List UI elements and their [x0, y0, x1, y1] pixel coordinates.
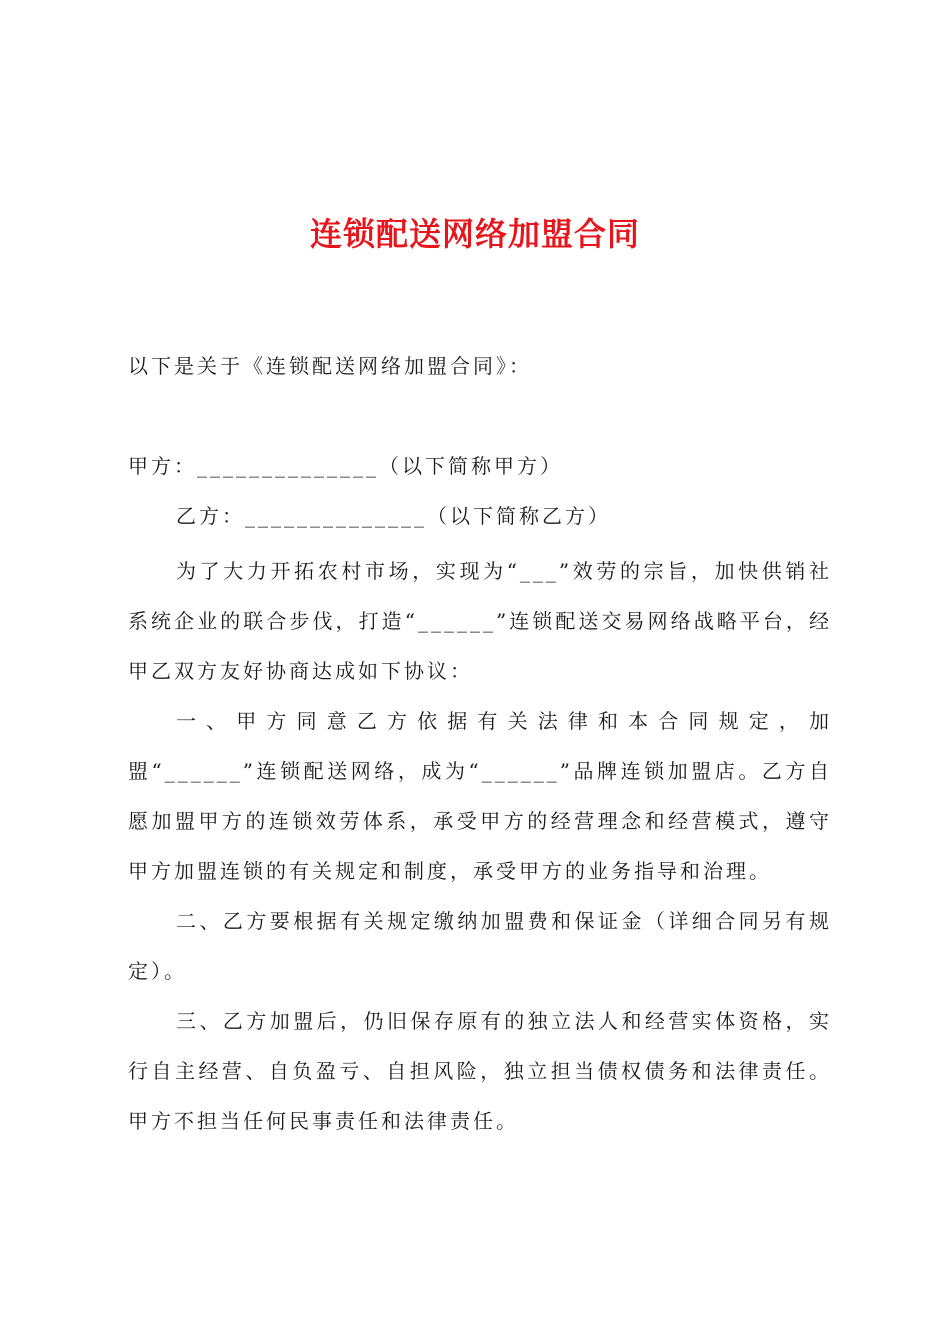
- paragraph-clause-3: 三、乙方加盟后，仍旧保存原有的独立法人和经营实体资格，实行自主经营、自负盈亏、自担风险，独立担当债权债务和法律责任。甲方不担当任何民事责任和法律责任。: [128, 1009, 832, 1133]
- intro-line: 以下是关于《连锁配送网络加盟合同》：: [128, 354, 532, 378]
- paragraph-preamble: 为了大力开拓农村市场，实现为“___”效劳的宗旨，加快供销社系统企业的联合步伐，打造“______”连锁配送交易网络战略平台，经甲乙双方友好协商达成如下协议：: [128, 559, 832, 683]
- party-b-line: 乙方：______________（以下简称乙方）: [176, 504, 611, 528]
- party-a-line: 甲方：______________（以下简称甲方）: [128, 454, 563, 478]
- document-title: 连锁配送网络加盟合同: [309, 215, 640, 253]
- paragraph-clause-1: 一、甲方同意乙方依据有关法律和本合同规定，加盟“______”连锁配送网络，成为“______”品牌连锁加盟店。乙方自愿加盟甲方的连锁效劳体系，承受甲方的经营理念和经营模式，遵守甲方加盟连锁的有关规定和制度，承受甲方的业务指导和治理。: [128, 709, 832, 883]
- paragraph-clause-2: 二、乙方要根据有关规定缴纳加盟费和保证金（详细合同另有规定）。: [128, 909, 832, 983]
- contract-body: [128, 546, 832, 1146]
